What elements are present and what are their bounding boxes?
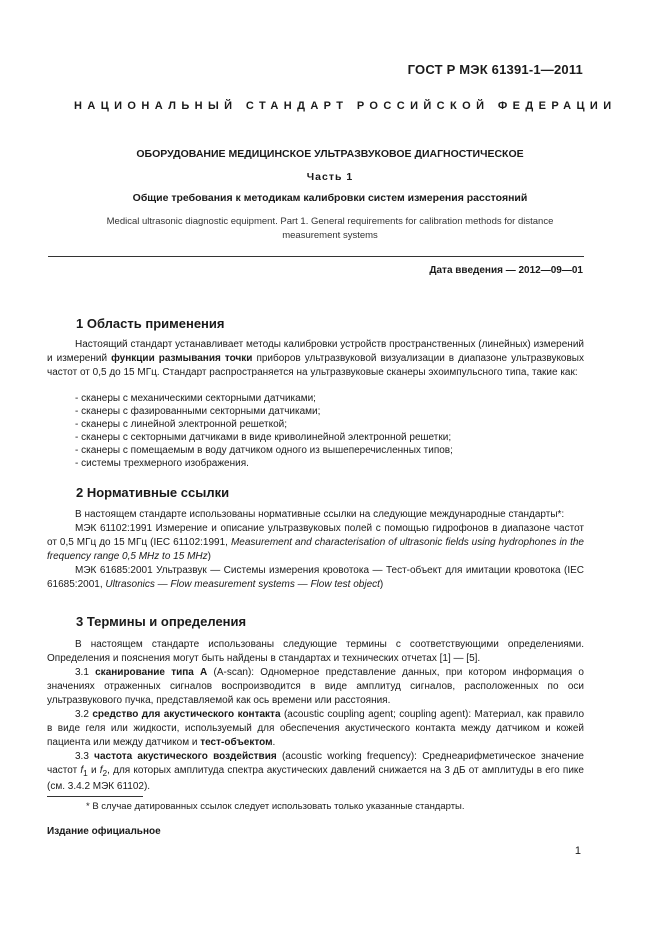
- definition-3-1-number: 3.1: [75, 667, 96, 678]
- ref-iec-61685-a: МЭК 61685:2001 Ультразвук — Системы измерения кровотока — Тест-объект для имитации кровотока (IEC 61685:2001,: [47, 565, 584, 590]
- definition-3-3-number: 3.3: [75, 751, 95, 762]
- definition-3-2-term: средство для акустического контакта: [92, 709, 281, 720]
- footnote: * В случае датированных ссылок следует использовать только указанные стандарты.: [86, 801, 465, 812]
- section-3-heading: 3 Термины и определения: [76, 614, 247, 629]
- section-1-heading: 1 Область применения: [76, 316, 225, 331]
- english-title-line-1: Medical ultrasonic diagnostic equipment. Part 1. General requirements for calibration methods for distance: [106, 216, 554, 227]
- definition-3-1-term: сканирование типа А: [95, 667, 208, 678]
- section-1-paragraph: [47, 338, 584, 380]
- scanner-list: [75, 392, 453, 470]
- ref-iec-61102-b: ): [207, 551, 211, 562]
- definition-3-2-number: 3.2: [75, 709, 93, 720]
- definition-3-2-end: .: [272, 737, 276, 748]
- section-1-bold-term: функции размывания точки: [111, 353, 253, 364]
- english-title-line-2: measurement systems: [282, 230, 378, 241]
- national-standard-banner: НАЦИОНАЛЬНЫЙ СТАНДАРТ РОССИЙСКОЙ ФЕДЕРАЦИИ: [74, 100, 617, 112]
- list-item: - сканеры с секторными датчиками в виде криволинейной электронной решетки;: [75, 432, 452, 443]
- section-2-heading: 2 Нормативные ссылки: [76, 485, 230, 500]
- document-title: ОБОРУДОВАНИЕ МЕДИЦИНСКОЕ УЛЬТРАЗВУКОВОЕ ДИАГНОСТИЧЕСКОЕ: [136, 148, 524, 160]
- section-3-intro: В настоящем стандарте использованы следующие термины с соответствующими определениями. Определения и пояснения могут быть найдены в стандартах и технических отчетах [1] — [5].: [47, 639, 584, 664]
- symbol-f1: f: [80, 765, 84, 776]
- list-item: - сканеры с фазированными секторными датчиками;: [75, 406, 321, 417]
- ref-iec-61685-title: Ultrasonics — Flow measurement systems — Flow test object: [105, 579, 380, 590]
- symbol-f1-subscript: 1: [83, 768, 88, 778]
- effective-date: Дата введения — 2012—09—01: [429, 265, 583, 276]
- document-id: ГОСТ Р МЭК 61391-1—2011: [407, 62, 583, 77]
- section-1-text-b: приборов ультразвуковой визуализации в диапазоне ультразвуковых частот от 0,5 до 15 МГц. Стандарт распространяется на ультразвуковые сканеры эхоимпульсного типа, такие как:: [47, 353, 584, 378]
- header-divider: [48, 256, 584, 257]
- conjunction: и: [87, 765, 100, 776]
- part-label: Часть 1: [306, 171, 354, 183]
- ref-iec-61102-a: МЭК 61102:1991 Измерение и описание ультразвуковых полей с помощью гидрофонов в диапазоне частот от 0,5 МГц до 15 МГц (IEC 61102:1991,: [47, 523, 584, 548]
- definition-3-3-text-a: (acoustic working frequency): Среднеарифметическое значение частот: [47, 751, 584, 776]
- list-item: - сканеры с помещаемым в воду датчиком одного из вышеперечисленных типов;: [75, 445, 453, 456]
- edition-label: Издание официальное: [47, 826, 161, 837]
- section-3-body: [47, 638, 584, 794]
- section-2-body: [47, 508, 584, 592]
- ref-iec-61102-title: Measurement and characterisation of ultrasonic fields using hydrophones in the frequency range 0,5 MHz to 15 MHz: [47, 537, 584, 562]
- definition-3-3-term: частота акустического воздействия: [94, 751, 277, 762]
- definition-3-2-term-2: тест-объектом: [200, 737, 273, 748]
- document-subtitle: Общие требования к методикам калибровки систем измерения расстояний: [132, 192, 528, 204]
- definition-3-2-text: (acoustic coupling agent; coupling agent): Материал, как правило в виде геля или жидкости, используемый для обеспечения акустического контакта между датчиком и кожей пациента или между датчиком и: [47, 709, 584, 748]
- definition-3-3-text-b: , для которых амплитуда спектра акустических давлений снижается на 3 дБ от амплитуды в его пике (см. 3.4.2 МЭК 61102).: [47, 765, 584, 792]
- list-item: - сканеры с линейной электронной решеткой;: [75, 419, 288, 430]
- section-1-text-a: Настоящий стандарт устанавливает методы калибровки устройств пространственных (линейных) измерений и измерений: [47, 339, 584, 364]
- list-item: - сканеры с механическими секторными датчиками;: [75, 393, 316, 404]
- page-number: 1: [574, 845, 581, 857]
- symbol-f2-subscript: 2: [102, 768, 108, 778]
- english-title: [90, 215, 570, 243]
- list-item: - системы трехмерного изображения.: [75, 458, 249, 469]
- symbol-f2: f: [99, 765, 103, 776]
- definition-3-1-text: (A-scan): Одномерное представление данных, при котором информация о значениях отраженных сигналов воспроизводится в виде амплитуд сигналов, расположенных по оси ультразвукового пучка, представляемой как ось времени или расстояния.: [47, 667, 584, 706]
- footnote-divider: [47, 796, 143, 797]
- section-2-intro: В настоящем стандарте использованы нормативные ссылки на следующие международные стандарты*:: [75, 509, 565, 520]
- ref-iec-61685-b: ): [379, 579, 384, 590]
